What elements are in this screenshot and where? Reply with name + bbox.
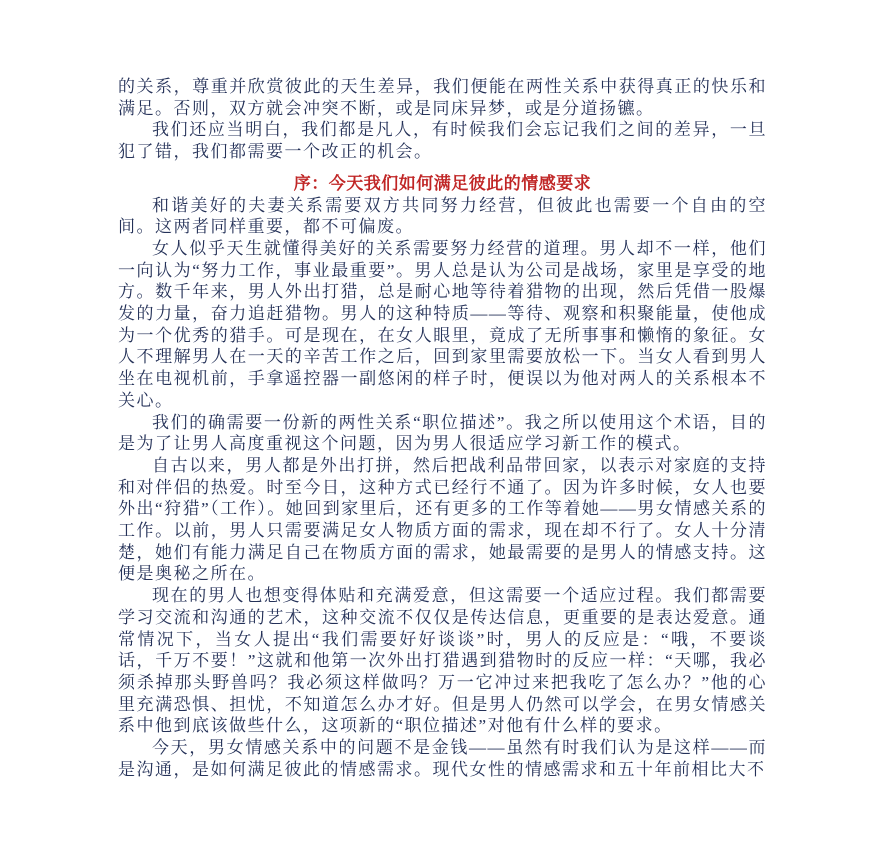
text-block	[118, 76, 767, 781]
paragraph: 今天，男女情感关系中的问题不是金钱——虽然有时我们认为是这样——而是沟通，是如何满足彼此的情感需求。现代女性的情感需求和五十年前相比大不	[118, 738, 767, 779]
paragraph: 现在的男人也想变得体贴和充满爱意，但这需要一个适应过程。我们都需要学习交流和沟通的艺术，这种交流不仅仅是传达信息，更重要的是表达爱意。通常情况下，当女人提出“我们需要好好谈谈”时，男人的反应是：“哦，不要谈话，千万不要！”这就和他第一次外出打猎遇到猎物时的反应一样：“天哪，我必须杀掉那头野兽吗？我必须这样做吗？万一它冲过来把我吃了怎么办？”他的心里充满恐惧、担忧，不知道怎么办才好。但是男人仍然可以学会，在男女情感关系中他到底该做些什么，这项新的“职位描述”对他有什么样的要求。	[118, 586, 767, 736]
paragraph: 我们的确需要一份新的两性关系“职位描述”。我之所以使用这个术语，目的是为了让男人高度重视这个问题，因为男人很适应学习新工作的模式。	[118, 412, 767, 454]
section-heading: 序：今天我们如何满足彼此的情感要求	[293, 173, 592, 193]
paragraph-continuation: 的关系，尊重并欣赏彼此的天生差异，我们便能在两性关系中获得真正的快乐和满足。否则，双方就会冲突不断，或是同床异梦，或是分道扬镳。	[118, 77, 767, 118]
paragraph: 自古以来，男人都是外出打拼，然后把战利品带回家，以表示对家庭的支持和对伴侣的热爱。时至今日，这种方式已经行不通了。因为许多时候，女人也要外出“狩猎”（工作）。她回到家里后，还有更多的工作等着她——男女情感关系的工作。以前，男人只需要满足女人物质方面的需求，现在却不行了。女人十分清楚，她们有能力满足自己在物质方面的需求，她最需要的是男人的情感支持。这便是奥秘之所在。	[118, 455, 767, 584]
paragraph: 女人似乎天生就懂得美好的关系需要努力经营的道理。男人却不一样，他们一向认为“努力工作，事业最重要”。男人总是认为公司是战场，家里是享受的地方。数千年来，男人外出打猎，总是耐心地等待着猎物的出现，然后凭借一股爆发的力量，奋力追赶猎物。男人的这种特质——等待、观察和积聚能量，使他成为一个优秀的猎手。可是现在，在女人眼里，竟成了无所事事和懒惰的象征。女人不理解男人在一天的辛苦工作之后，回到家里需要放松一下。当女人看到男人坐在电视机前，手拿遥控器一副悠闲的样子时，便误以为他对两人的关系根本不关心。	[118, 238, 767, 410]
paragraph: 和谐美好的夫妻关系需要双方共同努力经营，但彼此也需要一个自由的空间。这两者同样重要，都不可偏废。	[118, 195, 767, 237]
paragraph: 我们还应当明白，我们都是凡人，有时候我们会忘记我们之间的差异，一旦犯了错，我们都需要一个改正的机会。	[118, 120, 767, 162]
